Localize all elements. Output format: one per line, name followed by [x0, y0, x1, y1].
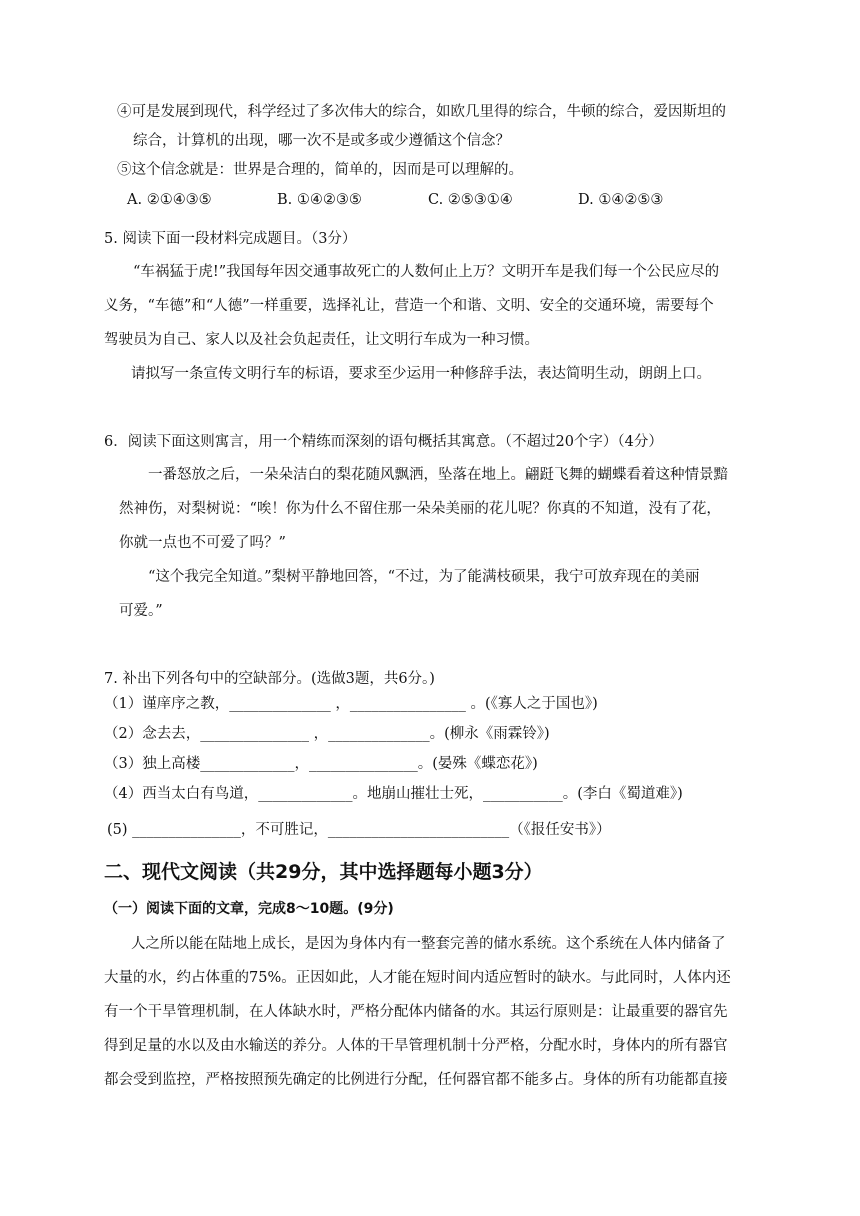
q4-option-a: A. ②①④③⑤	[127, 192, 212, 208]
q4-option-d: D. ①④②⑤③	[578, 192, 664, 208]
passage-line-2: 大量的水，约占体重的75%。正因如此，人才能在短时间内适应暂时的缺水。与此同时，人体内还	[104, 970, 731, 986]
q4-option-c: C. ②⑤③①④	[428, 192, 513, 208]
q4-item4-line1: ④可是发展到现代，科学经过了多次伟大的综合，如欧几里得的综合，牛顿的综合，爱因斯坦的	[117, 104, 726, 120]
q4-item4-line2: 综合，计算机的出现，哪一次不是或多或少遵循这个信念？	[133, 133, 510, 149]
q4-option-b: B. ①④②③⑤	[277, 192, 362, 208]
q5-title: 5. 阅读下面一段材料完成题目。（3分）	[104, 231, 357, 247]
q5-para-line3: 驾驶员为自己、家人以及社会负起责任，让文明行车成为一种习惯。	[104, 332, 539, 348]
q6-fable-line5: 可爱。”	[119, 603, 163, 619]
q7-item-1: （1）谨庠序之教，______________ ，________________ 。(《寡人之于国也》)	[104, 696, 598, 712]
passage-line-3: 有一个干旱管理机制，在人体缺水时，严格分配体内储备的水。其运行原则是：让最重要的器官先	[104, 1004, 728, 1020]
q4-item5: ⑤这个信念就是：世界是合理的，简单的，因而是可以理解的。	[117, 162, 523, 178]
q7-item-4: （4）西当太白有鸟道，_____________。地崩山摧壮士死，___________。(李白《蜀道难》)	[104, 786, 683, 802]
q6-fable-line1: 一番怒放之后，一朵朵洁白的梨花随风飘洒，坠落在地上。翩跹飞舞的蝴蝶看着这种情景黯	[148, 467, 728, 483]
q7-item-2: （2）念去去，_______________ ，______________。(柳永《雨霖铃》)	[104, 726, 550, 742]
section2-subheading: （一）阅读下面的文章，完成8～10题。(9分)	[104, 901, 394, 917]
passage-line-1: 人之所以能在陆地上成长，是因为身体内有一整套完善的储水系统。这个系统在人体内储备了	[131, 936, 726, 952]
section2-heading: 二、现代文阅读（共29分，其中选择题每小题3分）	[104, 861, 543, 883]
q7-item-3: （3）独上高楼_____________，_______________。(晏殊《蝶恋花》)	[104, 756, 538, 772]
q5-para-line2: 义务，“车德”和“人德”一样重要，选择礼让，营造一个和谐、文明、安全的交通环境，需要每个	[104, 298, 714, 314]
q5-prompt: 请拟写一条宣传文明行车的标语，要求至少运用一种修辞手法，表达简明生动，朗朗上口。	[131, 366, 711, 382]
passage-line-4: 得到足量的水以及由水输送的养分。人体的干旱管理机制十分严格，分配水时，身体内的所有器官	[104, 1038, 728, 1054]
q7-item-5: (5) _______________，不可胜记，_________________________（《报任安书》）	[107, 822, 611, 838]
q6-fable-line3: 你就一点也不可爱了吗？”	[119, 535, 286, 551]
q5-para-line1: “车祸猛于虎!”我国每年因交通事故死亡的人数何止上万？文明开车是我们每一个公民应尽的	[133, 264, 720, 280]
q6-title: 6．阅读下面这则寓言，用一个精练而深刻的语句概括其寓意。（不超过20个字）（4分）	[104, 434, 663, 450]
passage-line-5: 都会受到监控，严格按照预先确定的比例进行分配，任何器官都不能多占。身体的所有功能都直接	[104, 1072, 728, 1088]
q6-fable-line2: 然神伤，对梨树说：“唉！你为什么不留住那一朵朵美丽的花儿呢？你真的不知道，没有了花，	[119, 501, 721, 517]
q7-title: 7. 补出下列各句中的空缺部分。(选做3题，共6分。)	[104, 671, 435, 687]
q6-fable-line4: “这个我完全知道。”梨树平静地回答，“不过，为了能满枝硕果，我宁可放弃现在的美丽	[148, 569, 700, 585]
